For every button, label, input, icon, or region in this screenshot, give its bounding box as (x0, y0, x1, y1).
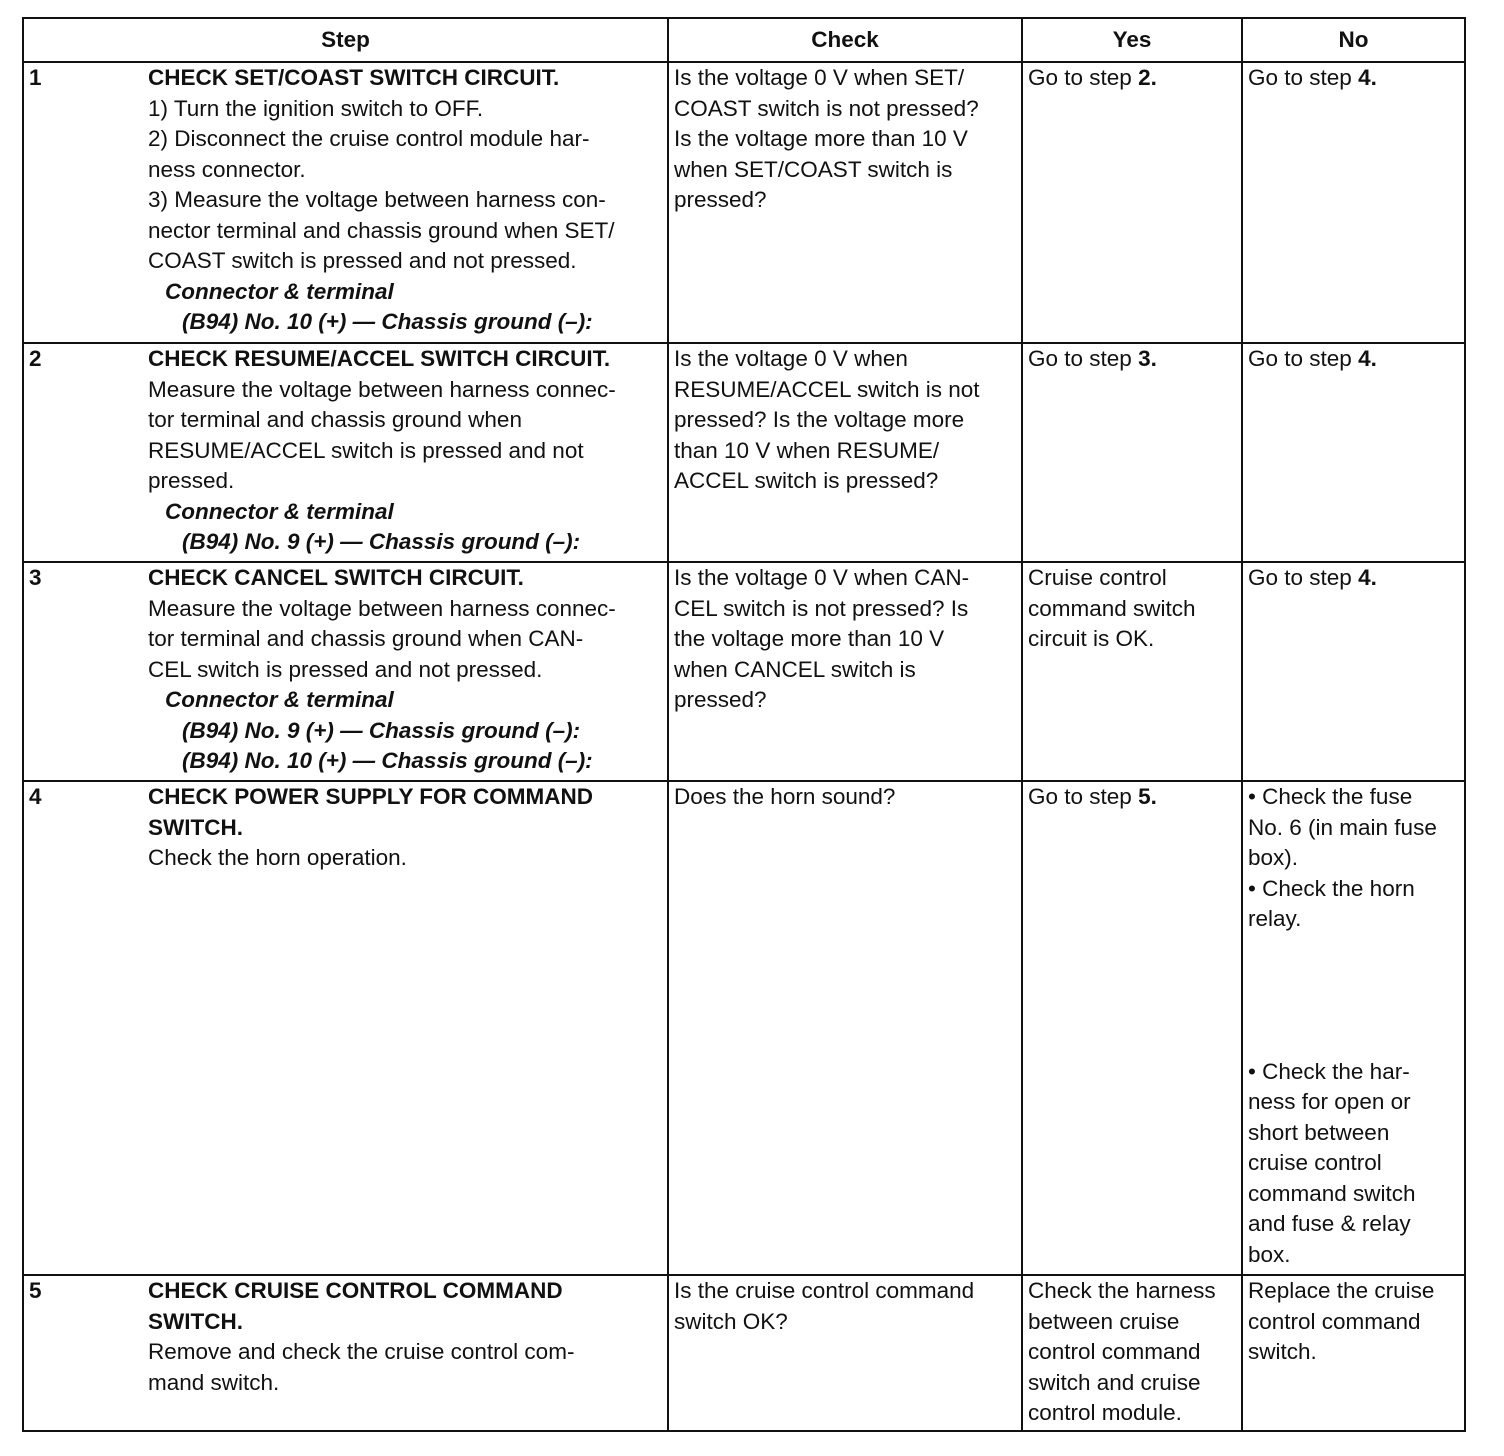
check-line: Is the voltage more than 10 V (674, 126, 968, 151)
check-line: when CANCEL switch is (674, 656, 916, 682)
yes-step-ref: 3. (1138, 346, 1157, 371)
table-row (23, 343, 1465, 562)
header-step: Step (23, 18, 668, 62)
header-no: No (1242, 18, 1465, 62)
yes-text: Go to step (1028, 784, 1139, 809)
yes-cell (1022, 562, 1242, 781)
step-title: CHECK CANCEL SWITCH CIRCUIT. (148, 565, 524, 590)
step-line: tor terminal and chassis ground when (148, 407, 522, 432)
yes-cell (1022, 62, 1242, 343)
table-header-row (23, 18, 1465, 62)
yes-text: Go to step (1028, 65, 1139, 90)
step-cell (23, 62, 668, 343)
connector-label: Connector & terminal (165, 687, 394, 712)
check-line: pressed? (674, 687, 767, 712)
step-cell (23, 343, 668, 562)
check-line: COAST switch is not pressed? (674, 95, 979, 121)
no-text: Go to step (1248, 565, 1359, 590)
yes-line: circuit is OK. (1028, 626, 1155, 651)
no-step-ref: 4. (1358, 565, 1377, 590)
step-line: 2) Disconnect the cruise control module har- (148, 126, 590, 151)
yes-line: control command (1028, 1339, 1201, 1364)
no-line: box. (1248, 1241, 1291, 1267)
no-line: Replace the cruise (1248, 1278, 1435, 1303)
no-line: cruise control (1248, 1150, 1382, 1175)
step-title: SWITCH. (148, 1308, 243, 1334)
check-line: Does the horn sound? (674, 784, 896, 809)
no-line: and fuse & relay (1248, 1211, 1411, 1236)
check-line: Is the cruise control command (674, 1278, 975, 1303)
step-line: RESUME/ACCEL switch is pressed and not (148, 437, 584, 463)
yes-line: switch and cruise (1028, 1369, 1201, 1395)
step-number: 2 (29, 346, 42, 371)
check-line: Is the voltage 0 V when SET/ (674, 65, 965, 90)
table-row (23, 562, 1465, 781)
yes-step-ref: 2. (1138, 65, 1157, 90)
no-line: switch. (1248, 1339, 1317, 1364)
no-line: No. 6 (in main fuse (1248, 814, 1437, 840)
step-title: CHECK CRUISE CONTROL COMMAND (148, 1278, 563, 1303)
no-cell (1242, 1275, 1465, 1431)
check-line: RESUME/ACCEL switch is not (674, 376, 980, 402)
yes-line: command switch (1028, 595, 1196, 621)
no-bullet-relay (1248, 874, 1459, 935)
check-line: switch OK? (674, 1308, 788, 1334)
yes-step-ref: 5. (1138, 784, 1157, 809)
check-cell (668, 781, 1022, 1275)
yes-line: Check the harness (1028, 1278, 1216, 1303)
step-line: CEL switch is pressed and not pressed. (148, 656, 543, 682)
step-line: COAST switch is pressed and not pressed. (148, 248, 577, 273)
check-line: CEL switch is not pressed? Is (674, 595, 969, 621)
step-line: 3) Measure the voltage between harness con- (148, 187, 606, 212)
step-line: mand switch. (148, 1369, 280, 1395)
yes-cell (1022, 781, 1242, 1275)
check-cell (668, 562, 1022, 781)
step-number: 4 (29, 784, 42, 809)
no-cell (1242, 62, 1465, 343)
yes-line: control module. (1028, 1400, 1182, 1425)
no-text: Go to step (1248, 65, 1359, 90)
no-line: • Check the har- (1248, 1058, 1410, 1084)
check-cell (668, 343, 1022, 562)
no-line: relay. (1248, 906, 1302, 931)
step-line: Measure the voltage between harness connec- (148, 376, 616, 402)
step-line: pressed. (148, 468, 235, 493)
no-line: control command (1248, 1308, 1421, 1334)
yes-line: between cruise (1028, 1308, 1180, 1334)
step-line: tor terminal and chassis ground when CAN- (148, 626, 584, 651)
step-cell (23, 781, 668, 1275)
step-line: Check the horn operation. (148, 845, 407, 870)
no-bullet-fuse (1248, 782, 1459, 874)
check-cell (668, 62, 1022, 343)
header-yes: Yes (1022, 18, 1242, 62)
check-line: pressed? (674, 187, 767, 212)
yes-line: Cruise control (1028, 565, 1167, 590)
no-line: ness for open or (1248, 1089, 1411, 1114)
table-row (23, 1275, 1465, 1431)
diagnosis-table (22, 17, 1466, 1432)
check-line: Is the voltage 0 V when (674, 346, 908, 371)
no-line: • Check the fuse (1248, 784, 1413, 809)
connector-terminal: (B94) No. 9 (+) — Chassis ground (–): (182, 529, 581, 554)
yes-cell (1022, 1275, 1242, 1431)
step-line: nector terminal and chassis ground when SET/ (148, 217, 615, 243)
step-title: CHECK RESUME/ACCEL SWITCH CIRCUIT. (148, 346, 611, 371)
no-line: box). (1248, 845, 1299, 870)
no-cell (1242, 343, 1465, 562)
yes-cell (1022, 343, 1242, 562)
step-title: CHECK SET/COAST SWITCH CIRCUIT. (148, 65, 560, 90)
step-line: ness connector. (148, 156, 306, 182)
step-number: 5 (29, 1278, 42, 1303)
no-line: command switch (1248, 1180, 1416, 1206)
no-bullet-harness (1248, 1057, 1459, 1271)
connector-terminal: (B94) No. 10 (+) — Chassis ground (–): (182, 309, 593, 334)
yes-text: Go to step (1028, 346, 1139, 371)
check-cell (668, 1275, 1022, 1431)
check-line: Is the voltage 0 V when CAN- (674, 565, 970, 590)
step-line: Measure the voltage between harness connec- (148, 595, 616, 621)
step-number: 3 (29, 565, 42, 590)
connector-terminal: (B94) No. 10 (+) — Chassis ground (–): (182, 748, 593, 773)
step-title: CHECK POWER SUPPLY FOR COMMAND (148, 784, 594, 809)
step-line: 1) Turn the ignition switch to OFF. (148, 95, 484, 121)
table-row (23, 62, 1465, 343)
check-line: when SET/COAST switch is (674, 156, 953, 182)
connector-terminal: (B94) No. 9 (+) — Chassis ground (–): (182, 717, 581, 743)
no-line: short between (1248, 1119, 1390, 1145)
no-step-ref: 4. (1358, 346, 1377, 371)
step-title: SWITCH. (148, 814, 243, 840)
step-number: 1 (29, 65, 42, 90)
header-check: Check (668, 18, 1022, 62)
no-cell (1242, 781, 1465, 1275)
step-cell (23, 1275, 668, 1431)
no-cell (1242, 562, 1465, 781)
check-line: the voltage more than 10 V (674, 626, 945, 651)
table-row (23, 781, 1465, 1275)
connector-label: Connector & terminal (165, 498, 394, 524)
no-step-ref: 4. (1358, 65, 1377, 90)
connector-label: Connector & terminal (165, 278, 394, 304)
no-text: Go to step (1248, 346, 1359, 371)
step-cell (23, 562, 668, 781)
step-line: Remove and check the cruise control com- (148, 1339, 575, 1364)
check-line: than 10 V when RESUME/ (674, 437, 940, 463)
check-line: ACCEL switch is pressed? (674, 468, 939, 493)
check-line: pressed? Is the voltage more (674, 407, 965, 432)
no-line: • Check the horn (1248, 875, 1415, 901)
